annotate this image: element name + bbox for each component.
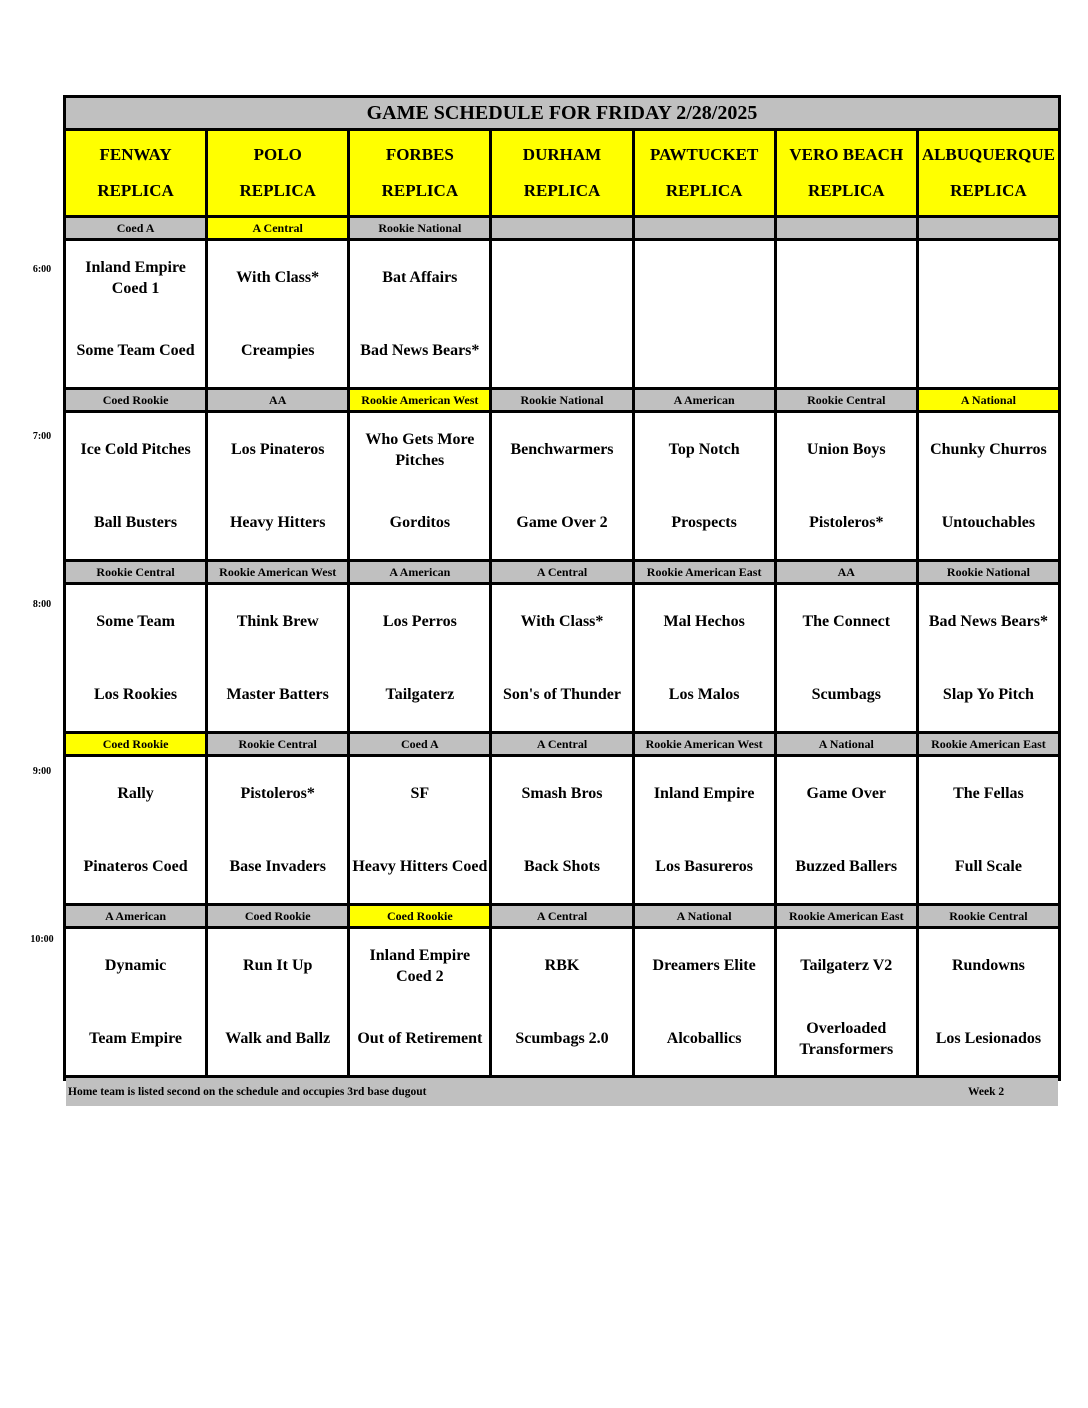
away-team: Inland Empire Coed 2 (369, 946, 471, 985)
away-team: Rally (117, 785, 154, 802)
division-label: Rookie American West (350, 390, 489, 410)
field-name: VERO BEACH (789, 145, 904, 164)
game-cell (492, 757, 631, 903)
home-team: Full Scale (954, 858, 1022, 875)
division-label: Coed Rookie (66, 734, 205, 754)
division-label: A Central (492, 562, 631, 582)
game-cell (350, 413, 489, 559)
field-sub: REPLICA (381, 181, 459, 200)
away-team: Think Brew (236, 613, 319, 630)
home-team: Team Empire (89, 1030, 183, 1047)
game-cell (919, 757, 1058, 903)
away-team: The Fellas (953, 785, 1024, 802)
home-team: Los Rookies (94, 686, 178, 703)
division-label: Rookie Central (66, 562, 205, 582)
game-cell (492, 929, 631, 1075)
field-sub: REPLICA (97, 181, 174, 200)
away-team (635, 241, 774, 314)
home-team: Untouchables (941, 514, 1036, 531)
game-cell (208, 413, 347, 559)
division-label: A American (635, 390, 774, 410)
home-team: Bad News Bears* (360, 342, 480, 359)
game-cell (208, 929, 347, 1075)
division-label: Rookie National (350, 218, 489, 238)
away-team: Tailgaterz V2 (800, 957, 893, 974)
time-label: 7:00 (32, 431, 52, 442)
field-name: PAWTUCKET (649, 145, 759, 164)
away-team: Rundowns (951, 957, 1025, 974)
away-team: With Class* (520, 613, 604, 630)
division-label: Rookie American East (919, 734, 1058, 754)
game-cell (350, 929, 489, 1075)
game-cell (635, 929, 774, 1075)
home-team: Slap Yo Pitch (942, 686, 1034, 703)
home-team: Master Batters (226, 686, 329, 703)
home-team: Pinateros Coed (83, 858, 188, 875)
time-label: 8:00 (32, 599, 52, 610)
field-header-1 (208, 131, 347, 215)
division-label: A American (350, 562, 489, 582)
field-header-0 (66, 131, 205, 215)
away-team: Dynamic (104, 957, 167, 974)
schedule-table (63, 95, 1061, 1098)
game-cell (777, 585, 916, 731)
field-name: FENWAY (99, 145, 172, 164)
home-team: Back Shots (523, 858, 600, 875)
home-team (635, 314, 774, 387)
away-team: Inland Empire (653, 785, 755, 802)
game-cell (66, 241, 205, 387)
division-label: A Central (492, 734, 631, 754)
game-cell (66, 585, 205, 731)
game-cell (66, 413, 205, 559)
away-team: Bat Affairs (382, 269, 458, 286)
home-team (777, 314, 916, 387)
division-label: A American (66, 906, 205, 926)
game-cell (208, 757, 347, 903)
division-label: A National (635, 906, 774, 926)
game-cell (777, 929, 916, 1075)
home-team: Prospects (671, 514, 737, 531)
home-team: Los Lesionados (935, 1030, 1042, 1047)
division-label: Coed Rookie (66, 390, 205, 410)
division-label: Rookie National (492, 390, 631, 410)
footer-note: Home team is listed second on the schedule and occupies 3rd base dugout (68, 1086, 427, 1098)
division-label (919, 218, 1058, 238)
game-cell (492, 413, 631, 559)
field-sub: REPLICA (808, 181, 885, 200)
field-sub: REPLICA (950, 181, 1027, 200)
away-team: Benchwarmers (510, 441, 614, 458)
home-team: Base Invaders (229, 858, 326, 875)
home-team: Scumbags (811, 686, 881, 703)
home-team: Some Team Coed (76, 342, 195, 359)
field-sub: REPLICA (239, 181, 316, 200)
division-label: Coed Rookie (350, 906, 489, 926)
home-team: Los Malos (668, 686, 740, 703)
home-team: Gorditos (389, 514, 451, 531)
game-cell (350, 585, 489, 731)
away-team: SF (410, 785, 430, 802)
game-cell (777, 241, 916, 387)
home-team: Heavy Hitters (229, 514, 326, 531)
field-name: ALBUQUERQUE (921, 145, 1055, 164)
division-label: A National (777, 734, 916, 754)
home-team: Overloaded Transformers (799, 1019, 894, 1058)
game-cell (208, 585, 347, 731)
game-cell (635, 757, 774, 903)
footer-row (66, 1078, 1058, 1106)
division-label: Rookie Central (919, 906, 1058, 926)
home-team: Los Basureros (655, 858, 753, 875)
field-name: POLO (253, 145, 302, 164)
game-cell (635, 413, 774, 559)
away-team: Pistoleros* (240, 785, 315, 802)
field-name: FORBES (385, 145, 454, 164)
away-team: Who Gets More Pitches (365, 430, 475, 469)
division-label: Coed A (350, 734, 489, 754)
field-header-6 (919, 131, 1058, 215)
time-label: 6:00 (32, 264, 52, 275)
home-team: Creampies (240, 342, 315, 359)
division-label: Rookie Central (208, 734, 347, 754)
division-label: A Central (208, 218, 347, 238)
away-team: With Class* (236, 269, 320, 286)
field-header-5 (777, 131, 916, 215)
away-team: Ice Cold Pitches (80, 441, 191, 458)
away-team: Inland Empire Coed 1 (85, 258, 186, 297)
field-sub: REPLICA (523, 181, 601, 200)
division-label: Rookie American West (208, 562, 347, 582)
game-cell (350, 757, 489, 903)
away-team: Some Team (96, 613, 175, 630)
home-team: Pistoleros* (809, 514, 884, 531)
home-team (919, 314, 1058, 387)
division-label: Rookie American East (777, 906, 916, 926)
away-team: Los Pinateros (230, 441, 325, 458)
game-cell (492, 241, 631, 387)
division-label: A Central (492, 906, 631, 926)
division-label: Rookie Central (777, 390, 916, 410)
game-cell (208, 241, 347, 387)
field-name: DURHAM (522, 145, 602, 164)
away-team: Los Perros (382, 613, 457, 630)
schedule-title: GAME SCHEDULE FOR FRIDAY 2/28/2025 (66, 98, 1058, 128)
home-team: Game Over 2 (516, 514, 608, 531)
game-cell (635, 585, 774, 731)
division-label (777, 218, 916, 238)
away-team: Chunky Churros (930, 441, 1047, 458)
division-label (492, 218, 631, 238)
game-cell (919, 585, 1058, 731)
game-cell (492, 585, 631, 731)
home-team: Walk and Ballz (225, 1030, 331, 1047)
home-team: Tailgaterz (385, 686, 455, 703)
division-label: AA (208, 390, 347, 410)
home-team: Heavy Hitters Coed (352, 858, 488, 875)
game-cell (919, 241, 1058, 387)
home-team: Scumbags 2.0 (515, 1030, 609, 1047)
away-team (777, 241, 916, 314)
home-team: Alcoballics (666, 1030, 742, 1047)
division-label: Rookie American East (635, 562, 774, 582)
game-cell (777, 413, 916, 559)
time-label: 9:00 (32, 766, 52, 777)
division-label: Rookie American West (635, 734, 774, 754)
away-team: Run It Up (243, 957, 313, 974)
home-team: Out of Retirement (357, 1030, 483, 1047)
home-team: Ball Busters (94, 514, 178, 531)
game-cell (919, 413, 1058, 559)
away-team: Smash Bros (521, 785, 603, 802)
division-label: Coed A (66, 218, 205, 238)
game-cell (66, 757, 205, 903)
week-label: Week 2 (968, 1086, 1005, 1098)
field-sub: REPLICA (665, 181, 743, 200)
away-team: The Connect (802, 613, 891, 630)
away-team (492, 241, 631, 314)
away-team: Mal Hechos (663, 613, 745, 630)
game-cell (66, 929, 205, 1075)
game-cell (777, 757, 916, 903)
division-label: AA (777, 562, 916, 582)
division-label: Coed Rookie (208, 906, 347, 926)
home-team: Son's of Thunder (503, 686, 621, 703)
away-team: Top Notch (668, 441, 740, 458)
game-cell (919, 929, 1058, 1075)
field-header-2 (350, 131, 489, 215)
home-team: Buzzed Ballers (795, 858, 898, 875)
division-label (635, 218, 774, 238)
away-team: Bad News Bears* (928, 613, 1048, 630)
away-team: Dreamers Elite (652, 957, 756, 974)
time-label: 10:00 (30, 934, 54, 945)
field-header-3 (492, 131, 631, 215)
away-team (919, 241, 1058, 314)
game-cell (350, 241, 489, 387)
division-label: A National (919, 390, 1058, 410)
division-label: Rookie National (919, 562, 1058, 582)
field-header-4 (635, 131, 774, 215)
away-team: RBK (544, 957, 580, 974)
game-cell (635, 241, 774, 387)
home-team (492, 314, 631, 387)
away-team: Union Boys (806, 441, 886, 458)
away-team: Game Over (806, 785, 887, 802)
